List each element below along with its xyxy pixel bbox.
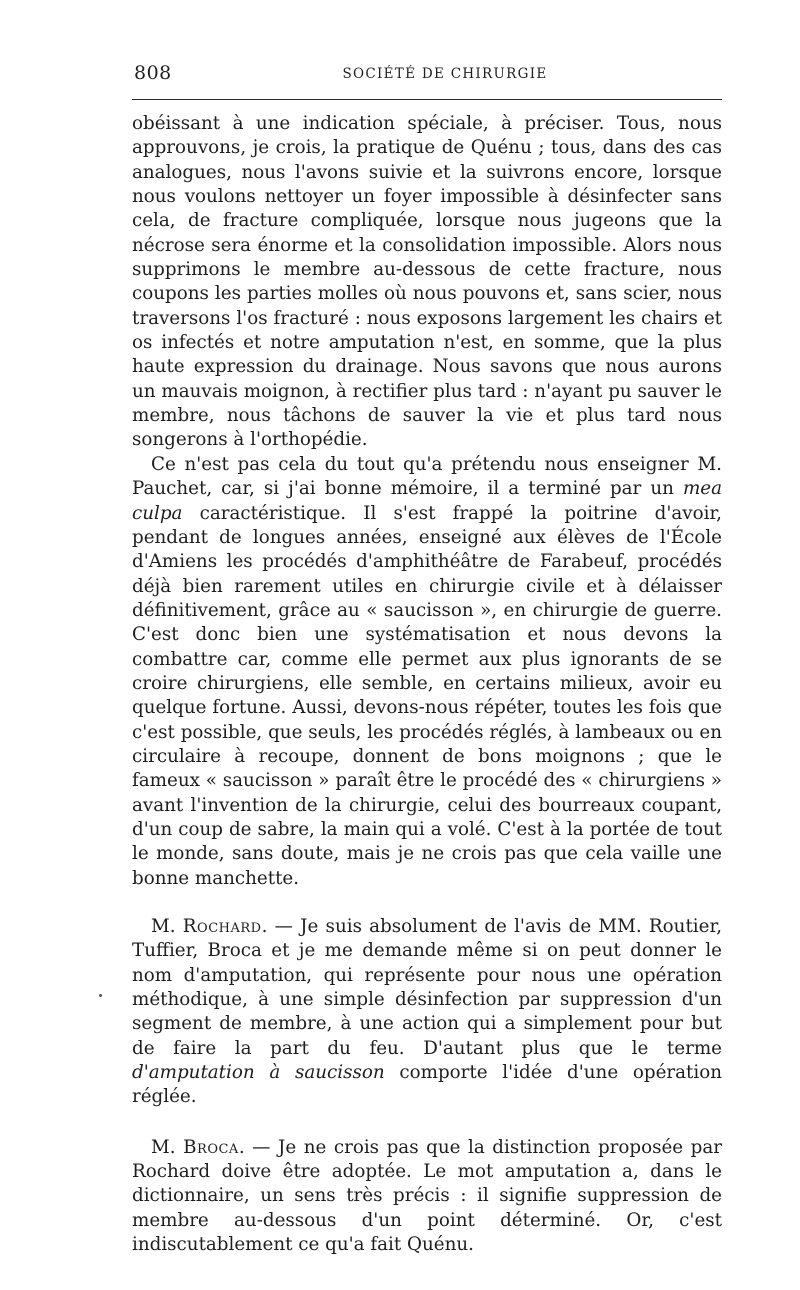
paragraph-rochard-text-a: . — Je suis absolument de l'avis de MM. Routier, Tuffier, Broca et je me demande même si on peut donner le nom d'amputation, qui représente pour nous une opération méthodique, à une simple désinfection par suppression d'un segment de membre, à une action qui a simplement pour but de faire la part du feu. D'autant plus que le terme <box>132 916 722 1059</box>
paragraph-1-text: obéissant à une indication spéciale, à préciser. Tous, nous approuvons, je crois, la pratique de Quénu ; tous, dans des cas analogues, nous l'avons suivie et la suivrons encore, lorsque nous voulons nettoyer un foyer impossible à désinfecter sans cela, de fracture compliquée, lorsque nous jugeons que la nécrose sera énorme et la consolidation impossible. Alors nous supprimons le membre au-dessous de cette fracture, nous coupons les parties molles où nous pouvons et, sans scier, nous traversons l'os fracturé : nous exposons largement les chairs et os infectés et notre amputation n'est, en somme, que la plus haute expression du drainage. Nous savons que nous aurons un mauvais moignon, à rectifier plus tard : n'ayant pu sauver le membre, nous tâchons de sauver la vie et plus tard nous songerons à l'orthopédie. <box>132 113 722 451</box>
margin-mark <box>99 994 102 997</box>
paragraph-broca-text: . — Je ne crois pas que la distinction proposée par Rochard doive être adoptée. Le mot amputation a, dans le dictionnaire, un sens très précis : il signifie suppression de membre au-dessous d'un point déterminé. Or, c'est indiscutablement ce qu'a fait Quénu. <box>132 1136 723 1256</box>
running-title: SOCIÉTÉ DE CHIRURGIE <box>342 66 548 82</box>
body-text <box>132 112 722 1257</box>
speaker-prefix: M. <box>151 916 183 937</box>
paragraph-1 <box>132 112 722 453</box>
paragraph-rochard <box>132 915 722 1110</box>
header-rule <box>132 99 722 100</box>
page-number: 808 <box>134 62 172 84</box>
paragraph-rochard-text-b: comporte l'idée d'une opération réglée. <box>132 1062 722 1108</box>
paragraph-2 <box>132 453 722 891</box>
speaker-prefix: M. <box>151 1136 184 1158</box>
paragraph-rochard-italic: d'amputation à saucisson <box>132 1062 385 1084</box>
paragraph-2-text-b: caractéristique. Il s'est frappé la poitrine d'avoir, pendant de longues années, enseigné aux élèves de l'École d'Amiens les procédés d'amphithéâtre de Farabeuf, procédés déjà bien rarement utiles en chirurgie civile et à délaisser définitivement, grâce au « saucisson », en chirurgie de guerre. C'est donc bien une systématisation et nous devons la combattre car, comme elle permet aux plus ignorants de se croire chirurgiens, elle semble, en certains milieux, avoir eu quelque fortune. Aussi, devons-nous répéter, toutes les fois que c'est possible, que seuls, les procédés réglés, à lambeaux ou en circulaire à recoupe, donnent de bons moignons ; que le fameux « saucisson » paraît être le procédé des « chirurgiens » avant l'invention de la chirurgie, celui des bourreaux coupant, d'un coup de sabre, la main qui a volé. C'est à la portée de tout le monde, sans doute, mais je ne crois pas que cela vaille une bonne manchette. <box>132 502 722 889</box>
speaker-name-rochard: Rochard <box>182 916 262 937</box>
paragraph-2-italic: mea culpa <box>132 478 722 524</box>
paragraph-broca <box>132 1136 722 1258</box>
speaker-name-broca: Broca <box>183 1136 239 1158</box>
paragraph-2-text-a: Ce n'est pas cela du tout qu'a prétendu nous enseigner M. Pauchet, car, si j'ai bonne mémoire, il a terminé par un <box>132 453 722 500</box>
page-header <box>132 58 722 88</box>
